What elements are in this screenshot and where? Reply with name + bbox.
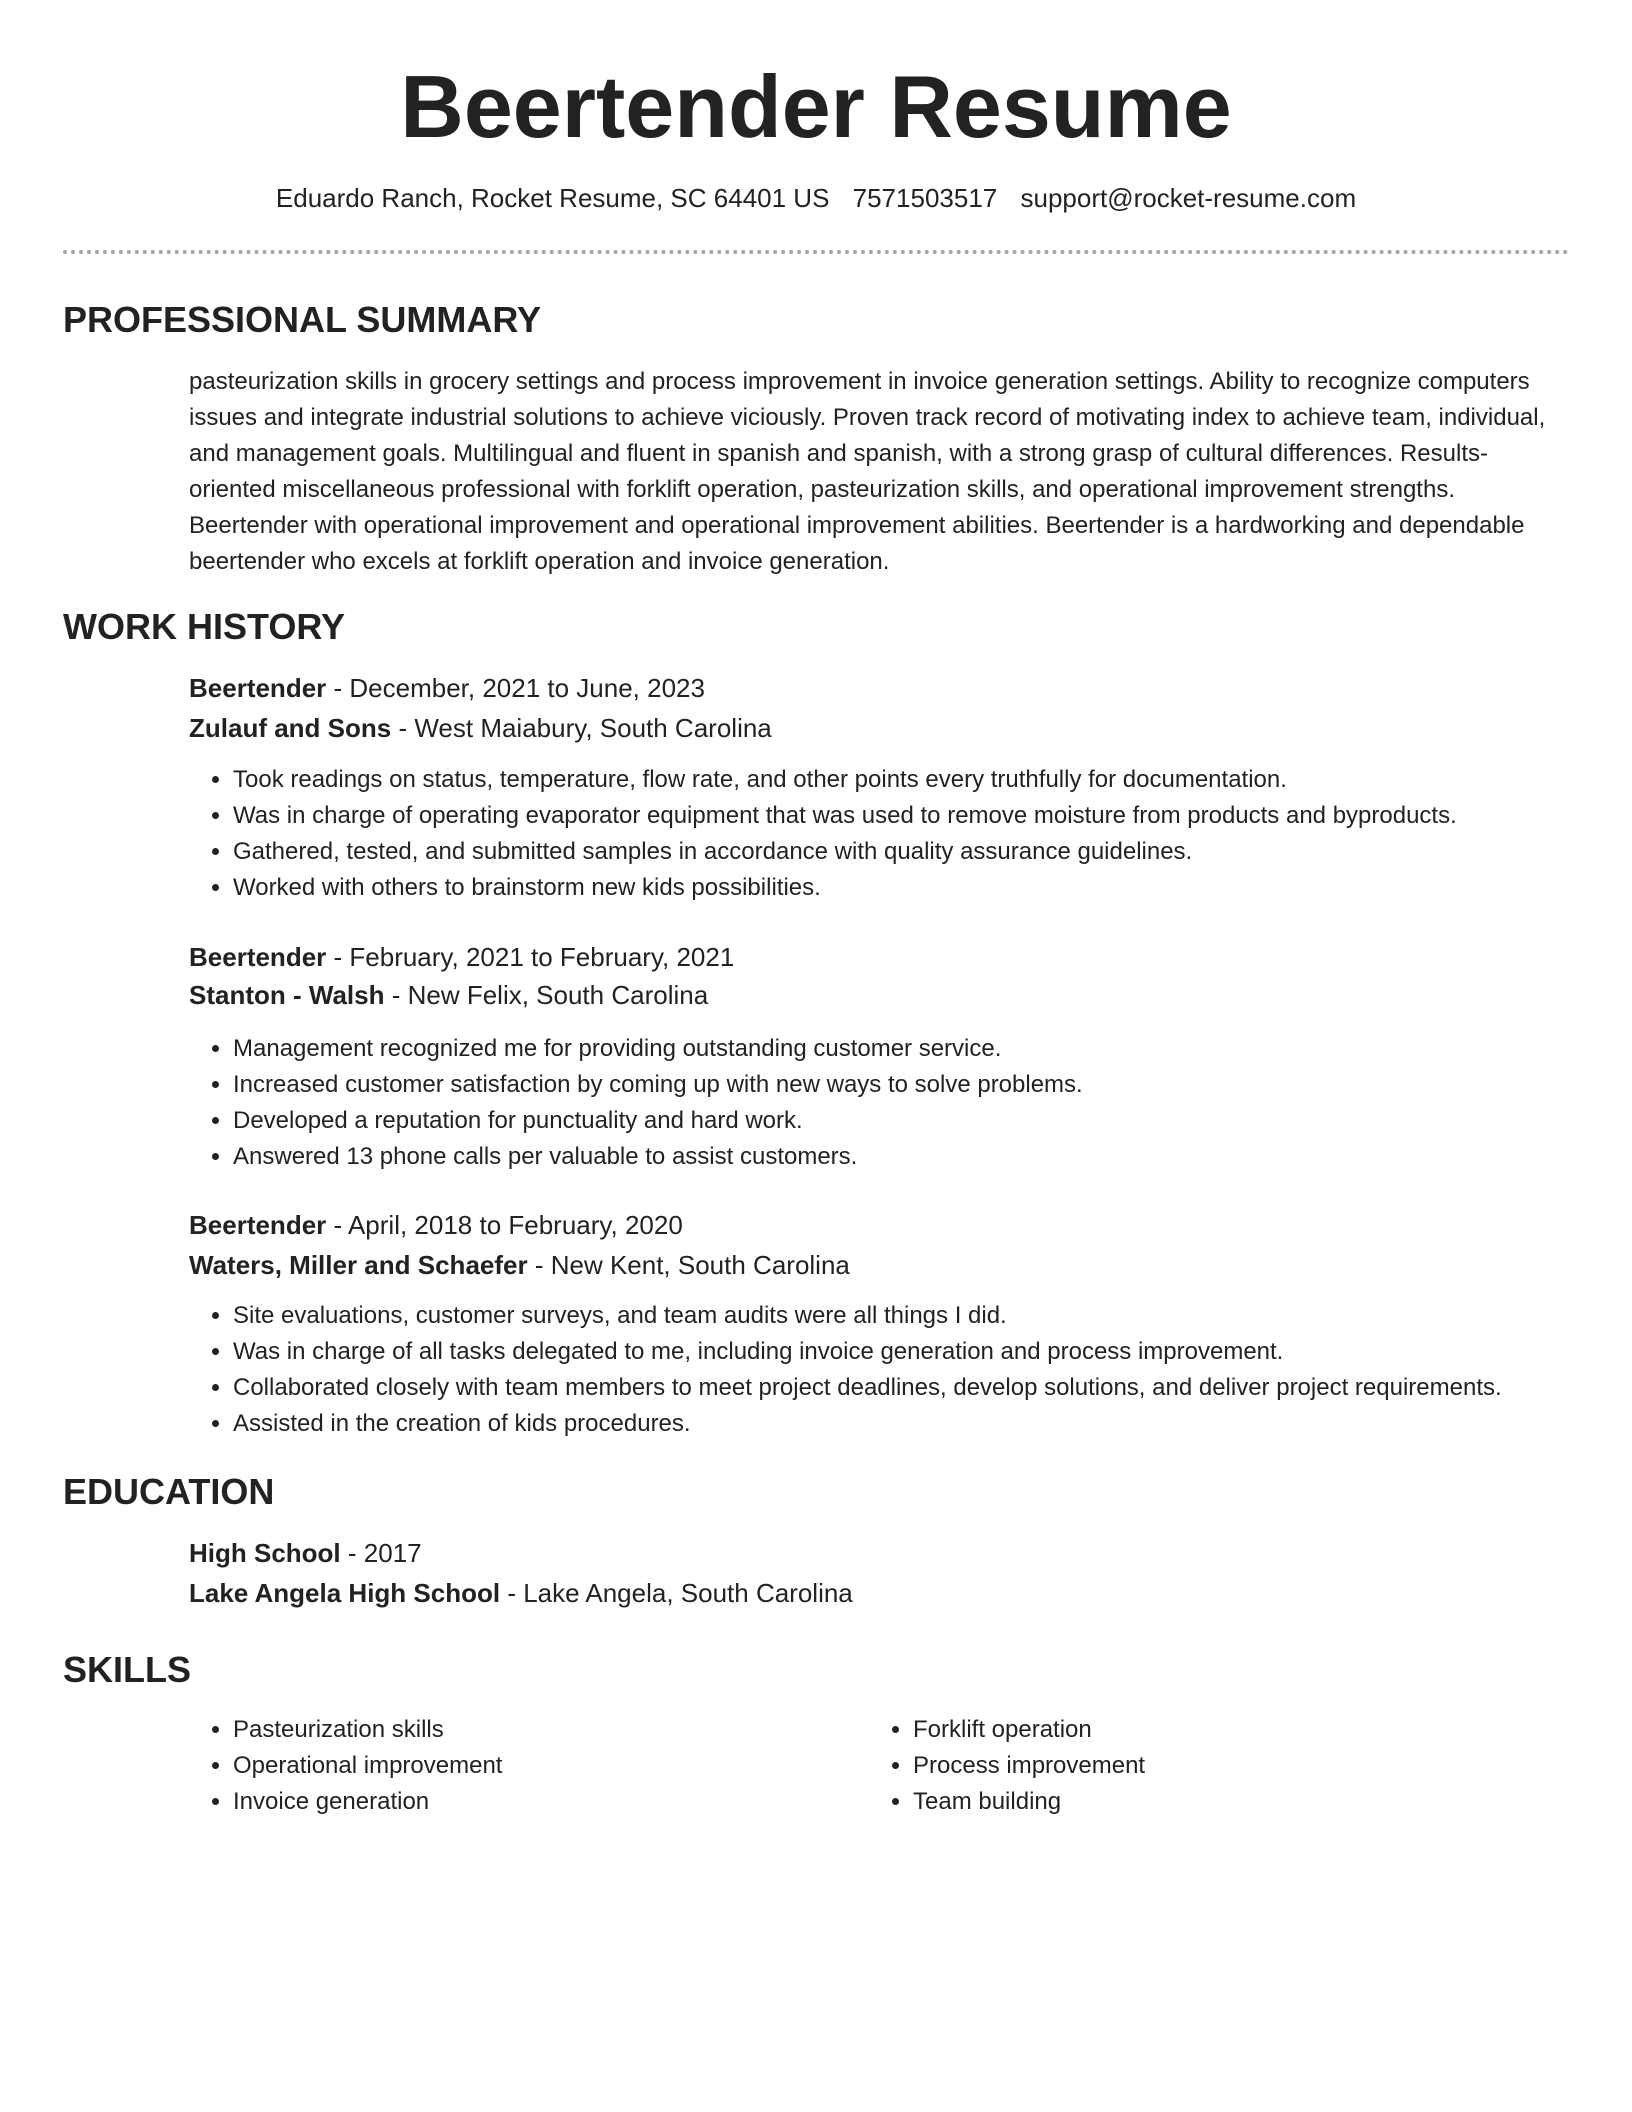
job-bullets [189, 1031, 1083, 1175]
skills-list-right [869, 1712, 1145, 1820]
job-location: - New Felix, South Carolina [384, 980, 709, 1010]
job-location: - New Kent, South Carolina [527, 1250, 850, 1280]
skills-list-left [189, 1712, 502, 1820]
work-history-heading: WORK HISTORY [63, 606, 346, 647]
education-school: Lake Angela High School [189, 1578, 501, 1608]
job-company-line [189, 1247, 850, 1283]
skill-item: • Forklift operation [913, 1712, 1145, 1748]
job-title-line [189, 939, 734, 975]
education-location: - Lake Angela, South Carolina [500, 1578, 853, 1608]
education-heading: EDUCATION [63, 1471, 275, 1512]
job-bullets [189, 762, 1457, 906]
job-bullet: • Site evaluations, customer surveys, and team audits were all things I did. [233, 1298, 1502, 1334]
job-bullet: • Took readings on status, temperature, flow rate, and other points every truthfully for documentation. [233, 762, 1457, 798]
job-title-line [189, 670, 705, 706]
job-title: Beertender [189, 942, 327, 972]
education-year: - 2017 [340, 1538, 422, 1568]
skill-item: • Team building [913, 1784, 1145, 1820]
contact-phone: 7571503517 [852, 183, 998, 213]
contact-address: Eduardo Ranch, Rocket Resume, SC 64401 US [275, 183, 830, 213]
job-bullet: • Gathered, tested, and submitted samples in accordance with quality assurance guidelines. [233, 834, 1457, 870]
job-title-line [189, 1207, 683, 1243]
job-bullet: • Answered 13 phone calls per valuable to assist customers. [233, 1139, 1083, 1175]
summary-heading: PROFESSIONAL SUMMARY [63, 299, 542, 340]
job-company: Zulauf and Sons [189, 713, 392, 743]
skill-item: • Process improvement [913, 1748, 1145, 1784]
job-company: Stanton - Walsh [189, 980, 385, 1010]
skill-item: • Operational improvement [233, 1748, 502, 1784]
skills-heading: SKILLS [63, 1649, 192, 1690]
job-bullet: • Management recognized me for providing outstanding customer service. [233, 1031, 1083, 1067]
job-bullet: • Increased customer satisfaction by coming up with new ways to solve problems. [233, 1067, 1083, 1103]
skill-item: • Invoice generation [233, 1784, 502, 1820]
contact-email: support@rocket-resume.com [1020, 183, 1357, 213]
contact-line [0, 180, 1632, 216]
job-location: - West Maiabury, South Carolina [391, 713, 772, 743]
job-dates: - February, 2021 to February, 2021 [326, 942, 735, 972]
job-company: Waters, Miller and Schaefer [189, 1250, 528, 1280]
job-title: Beertender [189, 673, 327, 703]
job-company-line [189, 710, 772, 746]
job-bullet: • Developed a reputation for punctuality and hard work. [233, 1103, 1083, 1139]
education-degree-line [189, 1535, 422, 1571]
job-bullet: • Worked with others to brainstorm new kids possibilities. [233, 870, 1457, 906]
job-bullet: • Was in charge of operating evaporator equipment that was used to remove moisture from products and byproducts. [233, 798, 1457, 834]
education-school-line [189, 1575, 853, 1611]
job-title: Beertender [189, 1210, 327, 1240]
resume-title: Beertender Resume [400, 57, 1232, 156]
education-degree: High School [189, 1538, 341, 1568]
job-dates: - April, 2018 to February, 2020 [326, 1210, 683, 1240]
job-bullet: • Collaborated closely with team members to meet project deadlines, develop solutions, and deliver project requirements. [233, 1370, 1502, 1406]
header-divider [63, 250, 1569, 254]
job-bullet: • Assisted in the creation of kids procedures. [233, 1406, 1502, 1442]
job-dates: - December, 2021 to June, 2023 [326, 673, 705, 703]
job-bullets [189, 1298, 1502, 1442]
summary-text: pasteurization skills in grocery settings and process improvement in invoice generation settings. Ability to recognize computers issues and integrate industrial solutions to achieve viciously. Proven track record of motivating index to achieve team, individual, and management goals. Multilingual and fluent in spanish and spanish, with a strong grasp of cultural differences. Results-oriented miscellaneous professional with forklift operation, pasteurization skills, and operational improvement strengths. Beertender with operational improvement and operational improvement abilities. Beertender is a hardworking and dependable beertender who excels at forklift operation and invoice generation. [189, 368, 1546, 575]
job-company-line [189, 977, 708, 1013]
skill-item: • Pasteurization skills [233, 1712, 502, 1748]
job-bullet: • Was in charge of all tasks delegated to me, including invoice generation and process improvement. [233, 1334, 1502, 1370]
